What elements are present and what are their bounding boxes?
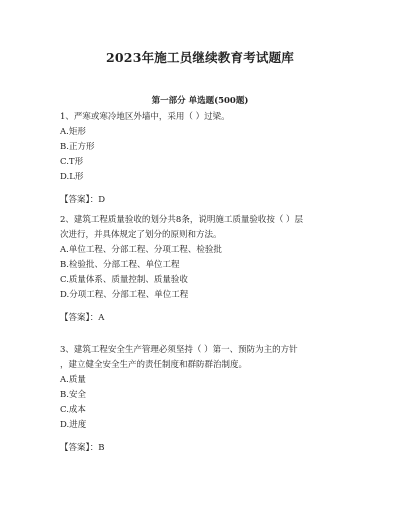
question-3-option-b: B.安全: [60, 390, 86, 400]
question-2-option-c: C.质量体系、质量控制、质量验收: [60, 275, 188, 285]
question-1-stem: 1、严寒或寒冷地区外墙中，采用（ ）过梁。: [60, 112, 230, 122]
question-3-answer: 【答案】：B: [60, 443, 105, 453]
question-2-option-d: D.分项工程、分部工程、单位工程: [60, 290, 189, 300]
question-2-stem-cont: 次进行，并具体规定了划分的原则和方法。: [60, 230, 222, 240]
question-1-option-a: A.矩形: [60, 127, 86, 137]
question-1-answer: 【答案】：D: [60, 195, 106, 205]
question-1-option-b: B.正方形: [60, 142, 95, 152]
question-2-answer: 【答案】：A: [60, 313, 105, 323]
question-2-option-b: B.检验批、分部工程、单位工程: [60, 260, 180, 270]
question-2-option-a: A.单位工程、分部工程、分项工程、检验批: [60, 245, 222, 255]
section-title: 第一部分 单选题(500题): [151, 96, 249, 106]
question-3-stem-cont: ，建立健全安全生产的责任制度和群防群治制度。: [60, 360, 248, 370]
question-3-stem: 3、建筑工程安全生产管理必须坚持（ ）第一、预防为主的方针: [60, 345, 298, 355]
question-3-option-d: D.进度: [60, 420, 87, 430]
document-title: 2023年施工员继续教育考试题库: [106, 50, 294, 65]
question-1-option-d: D.L形: [60, 172, 84, 182]
question-1-option-c: C.T形: [60, 157, 84, 167]
question-3-option-a: A.质量: [60, 375, 86, 385]
question-3-option-c: C.成本: [60, 405, 86, 415]
question-2-stem: 2、建筑工程质量验收的划分共8条，说明施工质量验收按（ ）层: [60, 215, 304, 225]
